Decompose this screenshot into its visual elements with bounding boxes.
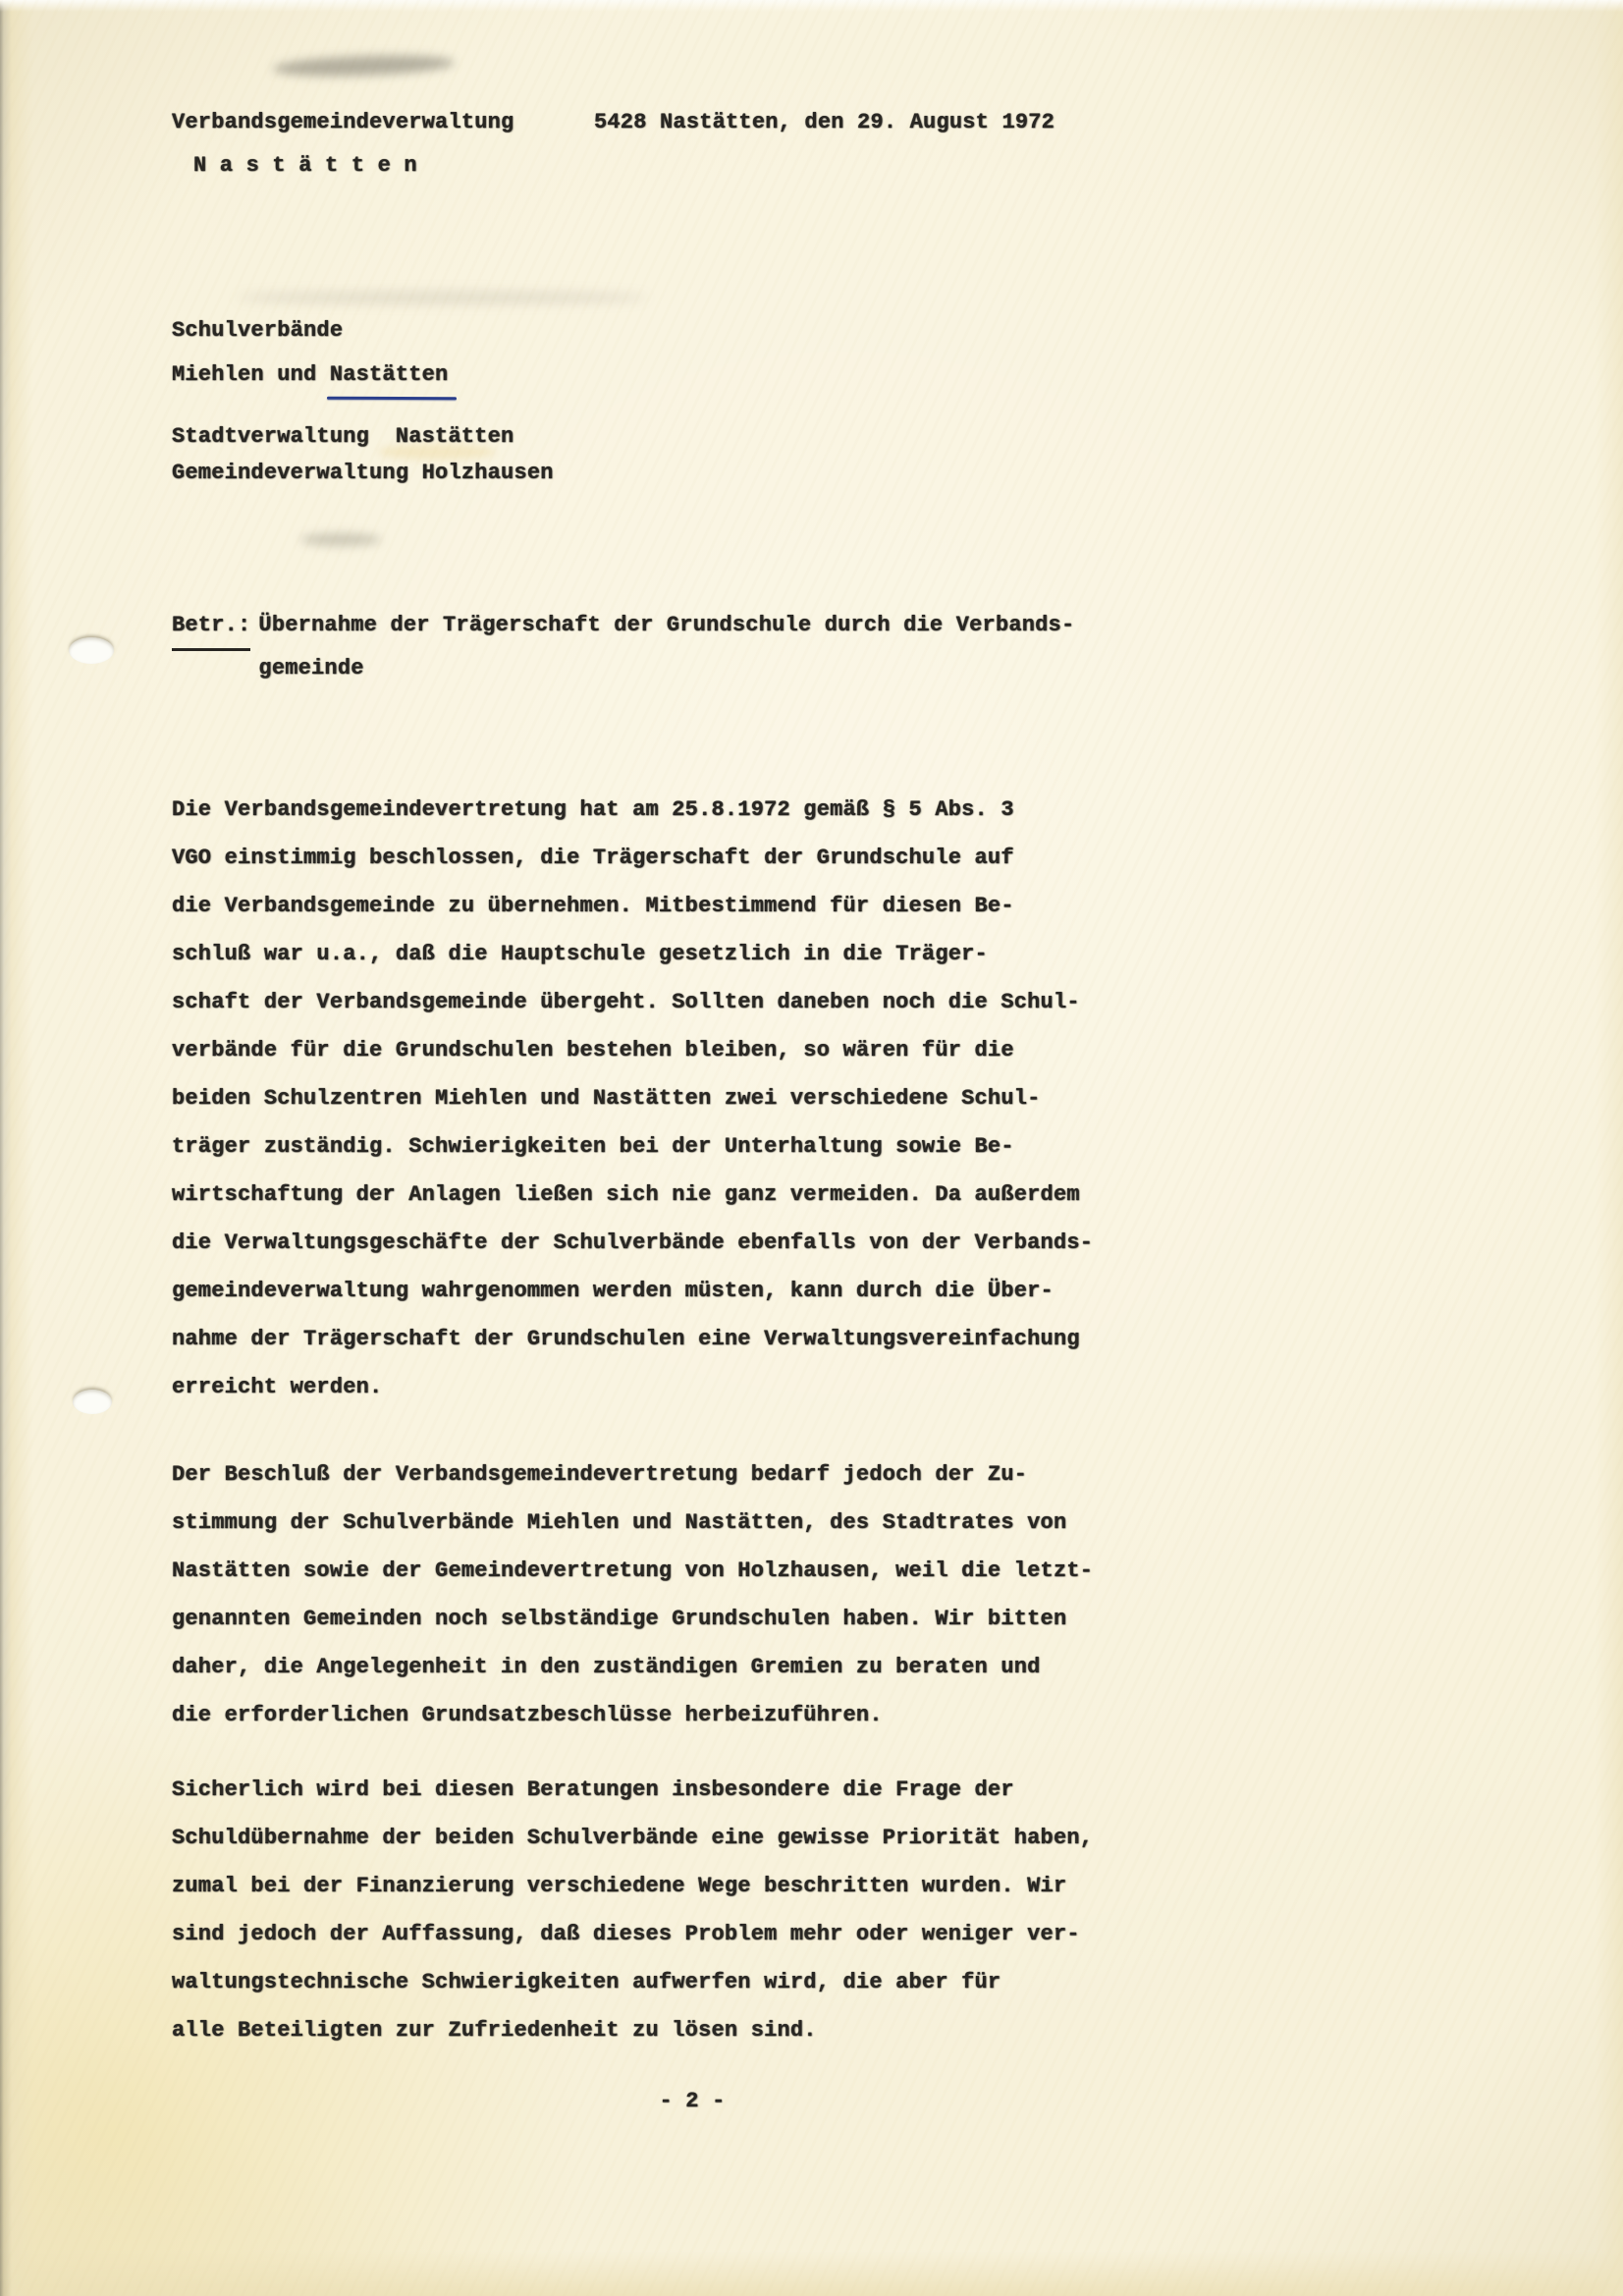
body-line: genannten Gemeinden noch selbständige Grundschulen haben. Wir bitten <box>172 1607 1067 1631</box>
body-line: sind jedoch der Auffassung, daß dieses Problem mehr oder weniger ver- <box>172 1922 1080 1946</box>
paragraph-1 <box>172 786 1213 1411</box>
blue-ink-underline <box>327 397 457 401</box>
body-line: alle Beteiligten zur Zufriedenheit zu lösen sind. <box>172 2018 817 2043</box>
punch-hole-top <box>69 637 114 664</box>
subject-line: Übernahme der Trägerschaft der Grundschule durch die Verbands- <box>258 613 1075 637</box>
subject-block <box>172 604 1074 690</box>
body-line: stimmung der Schulverbände Miehlen und Nastätten, des Stadtrates von <box>172 1510 1067 1535</box>
ink-smudge <box>236 292 648 303</box>
body-line: Schuldübernahme der beiden Schulverbände eine gewisse Priorität haben, <box>172 1826 1094 1850</box>
body-line: gemeindeverwaltung wahrgenommen werden müsten, kann durch die Über- <box>172 1279 1054 1303</box>
body-line: die Verwaltungsgeschäfte der Schulverbände ebenfalls von der Verbands- <box>172 1230 1094 1255</box>
letter-body <box>172 786 1213 2054</box>
sender-city: N a s t ä t t e n <box>193 153 417 178</box>
body-line: Der Beschluß der Verbandsgemeindevertretung bedarf jedoch der Zu- <box>172 1462 1028 1487</box>
recipient-line: Stadtverwaltung Nastätten <box>172 424 514 449</box>
subject-line: gemeinde <box>258 656 364 681</box>
sender-name: Verbandsgemeindeverwaltung <box>172 110 514 135</box>
body-line: die Verbandsgemeinde zu übernehmen. Mitbestimmend für diesen Be- <box>172 894 1014 918</box>
sender-block <box>172 101 514 188</box>
body-line: schluß war u.a., daß die Hauptschule gesetzlich in die Träger- <box>172 942 988 966</box>
recipients-gap <box>172 397 554 418</box>
body-line: erreicht werden. <box>172 1375 383 1399</box>
recipient-towns-prefix: Miehlen und <box>172 362 330 387</box>
body-line: zumal bei der Finanzierung verschiedene Wege beschritten wurden. Wir <box>172 1874 1067 1898</box>
recipient-town-underlined: Nastätten <box>329 362 449 387</box>
body-line: Sicherlich wird bei diesen Beratungen insbesondere die Frage der <box>172 1777 1014 1802</box>
body-line: daher, die Angelegenheit in den zuständigen Gremien zu beraten und <box>172 1655 1041 1679</box>
subject-text <box>258 604 1074 690</box>
ink-smudge <box>300 533 381 546</box>
body-line: die erforderlichen Grundsatzbeschlüsse herbeizuführen. <box>172 1703 883 1727</box>
body-line: Die Verbandsgemeindevertretung hat am 25.8.1972 gemäß § 5 Abs. 3 <box>172 797 1014 822</box>
body-line: waltungstechnische Schwierigkeiten aufwerfen wird, die aber für <box>172 1970 1001 1995</box>
page-number: - 2 - <box>659 2089 726 2113</box>
body-line: beiden Schulzentren Miehlen und Nastätten zwei verschiedene Schul- <box>172 1086 1041 1111</box>
recipient-line: Schulverbände <box>172 318 344 343</box>
body-line: wirtschaftung der Anlagen ließen sich nie ganz vermeiden. Da außerdem <box>172 1182 1080 1207</box>
paragraph-2 <box>172 1450 1213 1739</box>
body-line: Nastätten sowie der Gemeindevertretung von Holzhausen, weil die letzt- <box>172 1558 1094 1583</box>
underlined-town-name <box>330 353 449 397</box>
body-line: träger zuständig. Schwierigkeiten bei der Unterhaltung sowie Be- <box>172 1134 1014 1159</box>
recipient-line <box>172 353 554 397</box>
body-line: verbände für die Grundschulen bestehen bleiben, so wären für die <box>172 1038 1014 1063</box>
ink-smudge <box>273 53 456 79</box>
recipients-school-unions <box>172 308 554 397</box>
recipient-line: Gemeindeverwaltung Holzhausen <box>172 461 554 485</box>
subject-label: Betr.: <box>172 604 250 651</box>
body-line: schaft der Verbandsgemeinde übergeht. Sollten daneben noch die Schul- <box>172 990 1080 1014</box>
recipients-administrations <box>172 418 554 491</box>
body-line: nahme der Trägerschaft der Grundschulen eine Verwaltungsvereinfachung <box>172 1327 1080 1351</box>
place-date-line: 5428 Nastätten, den 29. August 1972 <box>594 110 1055 135</box>
paragraph-3 <box>172 1766 1213 2054</box>
recipients-block <box>172 308 554 491</box>
body-line: VGO einstimmig beschlossen, die Trägerschaft der Grundschule auf <box>172 846 1014 870</box>
punch-hole-bottom <box>73 1390 112 1414</box>
